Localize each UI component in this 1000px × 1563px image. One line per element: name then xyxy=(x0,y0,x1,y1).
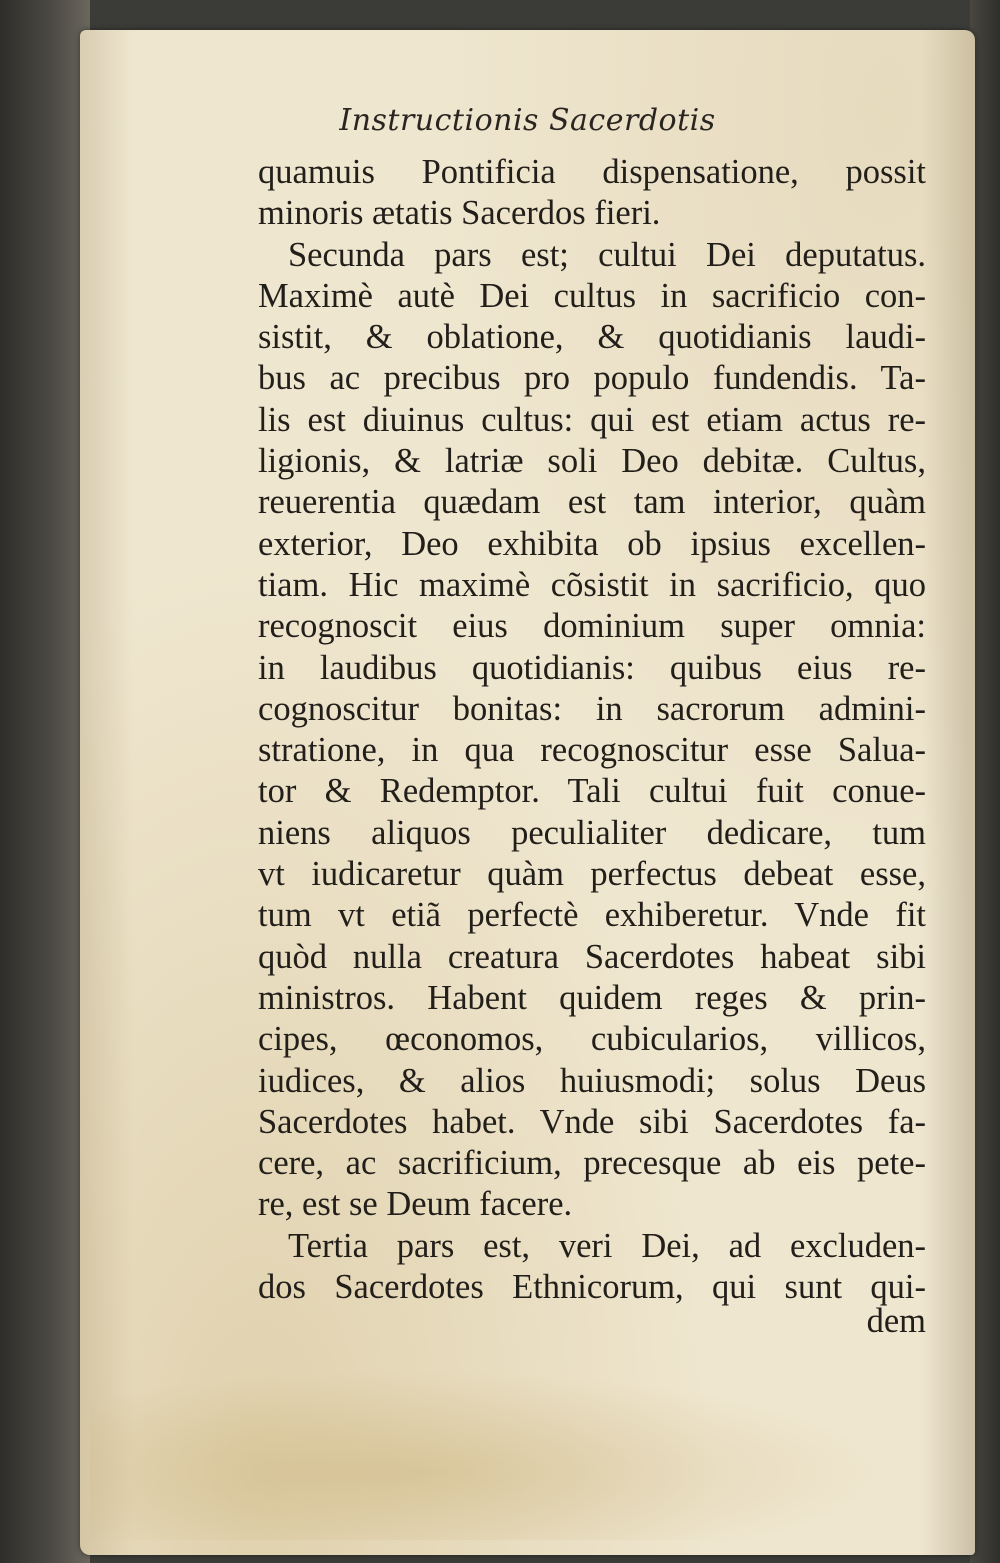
text-line: quòd nulla creatura Sacerdotes habeat sibi xyxy=(258,937,926,976)
text-line: quamuis Pontificia dispensatione, possit xyxy=(258,153,926,191)
text-block xyxy=(258,152,926,1308)
text-line: exterior, Deo exhibita ob ipsius excellen- xyxy=(258,524,926,563)
text-line: sistit, & oblatione, & quotidianis laudi- xyxy=(258,318,926,357)
text-line: re, est se Deum facere. xyxy=(258,1185,573,1224)
text-line: cognoscitur bonitas: in sacrorum admini- xyxy=(258,689,926,728)
text-line: tum vt etiã perfectè exhiberetur. Vnde fit xyxy=(258,896,926,935)
text-line: recognoscit eius dominium super omnia: xyxy=(258,607,926,646)
text-line: Maximè autè Dei cultus in sacrificio con- xyxy=(258,276,926,315)
text-line: Secunda pars est; cultui Dei deputatus. xyxy=(288,235,926,274)
text-line: reuerentia quædam est tam interior, quàm xyxy=(258,483,926,522)
text-line: Sacerdotes habet. Vnde sibi Sacerdotes fa- xyxy=(258,1102,926,1141)
text-line: lis est diuinus cultus: qui est etiam actus re- xyxy=(258,400,926,439)
text-line: tor & Redemptor. Tali cultui fuit conue- xyxy=(258,772,926,811)
text-line: iudices, & alios huiusmodi; solus Deus xyxy=(258,1061,926,1100)
text-line: dos Sacerdotes Ethnicorum, qui sunt qui- xyxy=(258,1268,926,1307)
text-line: bus ac precibus pro populo fundendis. Ta- xyxy=(258,359,926,398)
text-line: stratione, in qua recognoscitur esse Salua- xyxy=(258,731,926,770)
text-line: in laudibus quotidianis: quibus eius re- xyxy=(258,648,926,687)
text-line: Tertia pars est, veri Dei, ad excluden- xyxy=(288,1226,926,1265)
running-head: Instructionis Sacerdotis xyxy=(339,103,716,138)
text-line: tiam. Hic maximè cõsistit in sacrificio, quo xyxy=(258,565,926,604)
text-line: niens aliquos peculialiter dedicare, tum xyxy=(258,813,926,852)
text-line: ministros. Habent quidem reges & prin- xyxy=(258,978,926,1017)
binding-shadow xyxy=(0,0,90,1563)
text-line: cipes, œconomos, cubicularios, villicos, xyxy=(258,1020,926,1059)
catchword: dem xyxy=(866,1302,926,1340)
text-line: ligionis, & latriæ soli Deo debitæ. Cultus, xyxy=(258,442,926,481)
text-line: cere, ac sacrificium, precesque ab eis pete- xyxy=(258,1144,926,1183)
text-line: minoris ætatis Sacerdos fieri. xyxy=(258,194,661,233)
text-line: vt iudicaretur quàm perfectus debeat esse, xyxy=(258,855,926,894)
